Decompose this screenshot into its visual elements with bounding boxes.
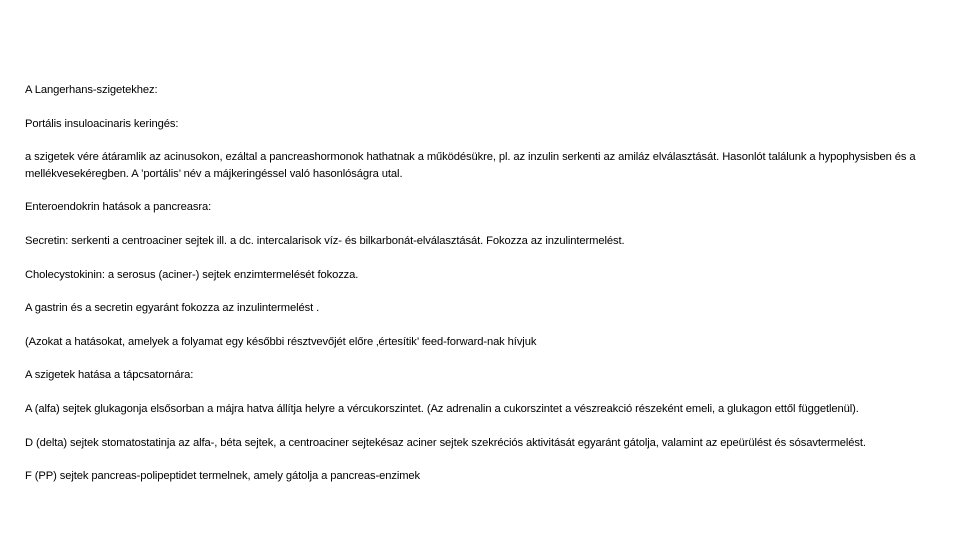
portal-circulation-text: a szigetek vére átáramlik az acinusokon, ezáltal a pancreashormonok hathatnak a működésükre, pl. az inzulin serkenti az amiláz elválasztását. Hasonlót találunk a hypophysisben és a mellékvesekéregben. A ’portális’ név a májkeringéssel való hasonlóságra utal. [25, 151, 916, 180]
section-heading-islet-effects: A szigetek hatása a tápcsatornára: [25, 369, 194, 382]
intro-heading: A Langerhans-szigetekhez: [25, 84, 158, 96]
cholecystokinin-text: Cholecystokinin: a serosus (aciner-) sejtek enzimtermelését fokozza. [25, 268, 359, 281]
delta-cells-text: D (delta) sejtek stomatostatinja az alfa-, béta sejtek, a centroaciner sejtekésaz aciner sejtek szekréciós aktivitását egyaránt gátolja, valamint az epeürülést és sósavtermelést. [25, 436, 866, 449]
gastrin-secretin-text: A gastrin és a secretin egyaránt fokozza az inzulintermelést . [25, 302, 320, 315]
section-heading-portal-circulation: Portális insuloacinaris keringés: [25, 117, 179, 130]
pp-cells-text: F (PP) sejtek pancreas-polipeptidet termelnek, amely gátolja a pancreas-enzimek [25, 470, 421, 483]
feed-forward-note: (Azokat a hatásokat, amelyek a folyamat egy későbbi résztvevőjét előre ‚értesítik’ feed-forward-nak hívjuk [25, 335, 537, 348]
slide-body [25, 82, 920, 485]
secretin-text: Secretin: serkenti a centroaciner sejtek ill. a dc. intercalarisok víz- és bilkarbonát-elválasztását. Fokozza az inzulintermelést. [25, 234, 625, 247]
section-heading-enteroendocrine: Enteroendokrin hatások a pancreasra: [25, 201, 212, 214]
alpha-cells-text: A (alfa) sejtek glukagonja elsősorban a májra hatva állítja helyre a vércukorszintet. (Az adrenalin a cukorszintet a vészreakció részeként emeli, a glukagon ettől függetlenül). [25, 402, 859, 415]
